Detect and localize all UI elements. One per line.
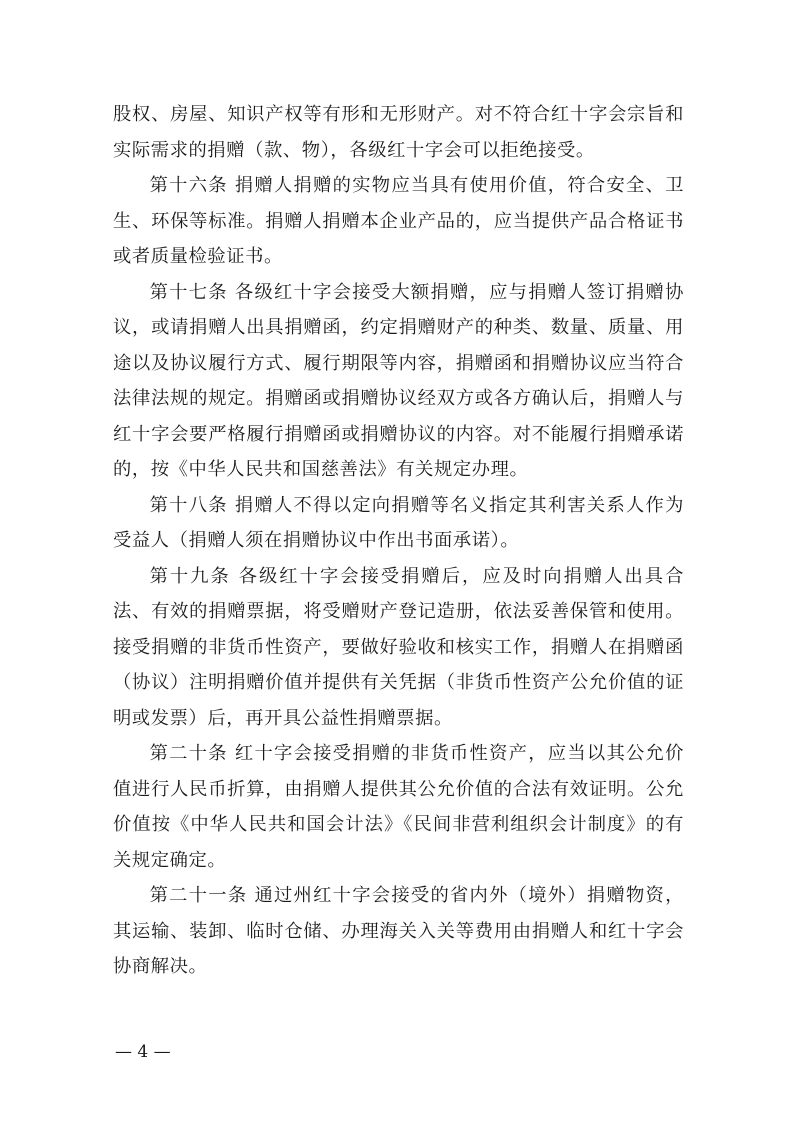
article-20: 第二十条 红十字会接受捐赠的非货币性资产，应当以其公允价值进行人民币折算，由捐赠人提供其公允价值的合法有效证明。公允价值按《中华人民共和国会计法》《民间非营利组织会计制度》的有关规定确定。: [113, 743, 684, 871]
article-19: 第十九条 各级红十字会接受捐赠后，应及时向捐赠人出具合法、有效的捐赠票据，将受赠财产登记造册，依法妥善保管和使用。接受捐赠的非货币性资产，要做好验收和核实工作，捐赠人在捐赠函（协议）注明捐赠价值并提供有关凭据（非货币性资产公允价值的证明或发票）后，再开具公益性捐赠票据。: [113, 565, 684, 729]
paragraph-continuation: 股权、房屋、知识产权等有形和无形财产。对不符合红十字会宗旨和实际需求的捐赠（款、物），各级红十字会可以拒绝接受。: [113, 104, 684, 161]
article-17: 第十七条 各级红十字会接受大额捐赠，应与捐赠人签订捐赠协议，或请捐赠人出具捐赠函，约定捐赠财产的种类、数量、质量、用途以及协议履行方式、履行期限等内容，捐赠函和捐赠协议应当符合法律法规的规定。捐赠函或捐赠协议经双方或各方确认后，捐赠人与红十字会要严格履行捐赠函或捐赠协议的内容。对不能履行捐赠承诺的，按《中华人民共和国慈善法》有关规定办理。: [113, 281, 684, 480]
article-18: 第十八条 捐赠人不得以定向捐赠等名义指定其利害关系人作为受益人（捐赠人须在捐赠协议中作出书面承诺）。: [113, 494, 684, 551]
page-number: — 4 —: [115, 1042, 171, 1062]
page-body: [113, 97, 684, 985]
article-16: 第十六条 捐赠人捐赠的实物应当具有使用价值，符合安全、卫生、环保等标准。捐赠人捐赠本企业产品的，应当提供产品合格证书或者质量检验证书。: [113, 175, 684, 267]
article-21: 第二十一条 通过州红十字会接受的省内外（境外）捐赠物资，其运输、装卸、临时仓储、办理海关入关等费用由捐赠人和红十字会协商解决。: [113, 885, 684, 977]
